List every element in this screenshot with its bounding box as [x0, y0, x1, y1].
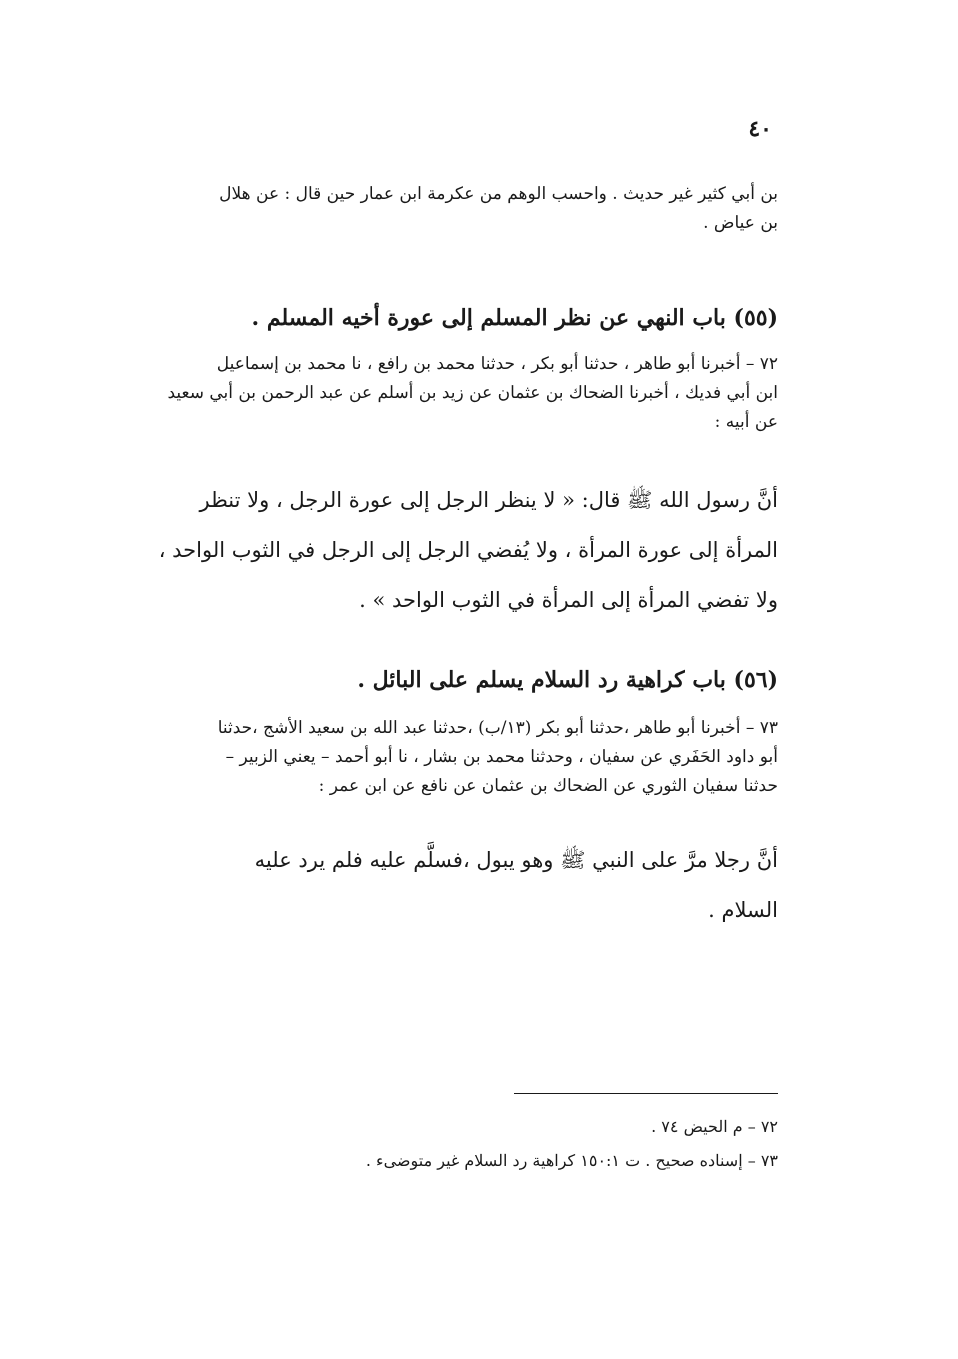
- footnote: ٧٣ – إسناده صحيح . ت ١٥٠:١ كراهية رد السلام غير متوضىء .: [365, 1151, 778, 1170]
- text-line: السلام .: [708, 898, 778, 922]
- section-56-heading: (٥٦) باب كراهية رد السلام يسلم على البائل .: [357, 667, 778, 693]
- text-line: ابن أبي فديك ، أخبرنا الضحاك بن عثمان عن زيد بن أسلم عن عبد الرحمن بن أبي سعيد: [167, 383, 778, 403]
- text-line: ٧٣ – أخبرنا أبو طاهر ،حدثنا أبو بكر (١٣/ب) ،حدثنا عبد الله بن سعيد الأشج ،حدثنا: [217, 718, 778, 738]
- hadith-72-isnad: [112, 350, 778, 437]
- page-number: ٤٠: [748, 116, 772, 142]
- text-line: بن أبي كثير غير حديث . واحسب الوهم من عكرمة ابن عمار حين قال : عن هلال: [219, 184, 778, 204]
- intro-paragraph: [112, 180, 778, 238]
- hadith-73-isnad: [112, 714, 778, 801]
- text-line: ولا تفضي المرأة إلى المرأة في الثوب الواحد » .: [359, 588, 778, 612]
- section-55-heading: (٥٥) باب النهي عن نظر المسلم إلى عورة أخيه المسلم .: [251, 305, 778, 331]
- text-line: بن عياض .: [703, 213, 778, 233]
- footnote: ٧٢ – م الحيض ٧٤ .: [651, 1117, 778, 1136]
- text-line: أبو داود الحَفَري عن سفيان ، وحدثنا محمد بن بشار ، نا أبو أحمد – يعني الزبير –: [225, 747, 778, 767]
- text-line: أنَّ رسول الله ﷺ قال: « لا ينظر الرجل إلى عورة الرجل ، ولا تنظر: [199, 488, 778, 512]
- text-line: أنَّ رجلا مرَّ على النبي ﷺ وهو يبول ،فسلَّم عليه فلم يرد عليه: [254, 848, 778, 872]
- text-line: حدثنا سفيان الثوري عن الضحاك بن عثمان عن نافع عن ابن عمر :: [318, 776, 778, 796]
- hadith-73-matn: [112, 835, 778, 935]
- text-line: عن أبيه :: [714, 412, 778, 432]
- text-line: ٧٢ – أخبرنا أبو طاهر ، حدثنا أبو بكر ، حدثنا محمد بن رافع ، نا محمد بن إسماعيل: [216, 354, 778, 374]
- hadith-72-matn: [112, 475, 778, 625]
- text-line: المرأة إلى عورة المرأة ، ولا يُفضي الرجل إلى الرجل في الثوب الواحد ،: [158, 538, 778, 562]
- footnote-divider: [514, 1093, 778, 1094]
- footnotes: [112, 1110, 778, 1178]
